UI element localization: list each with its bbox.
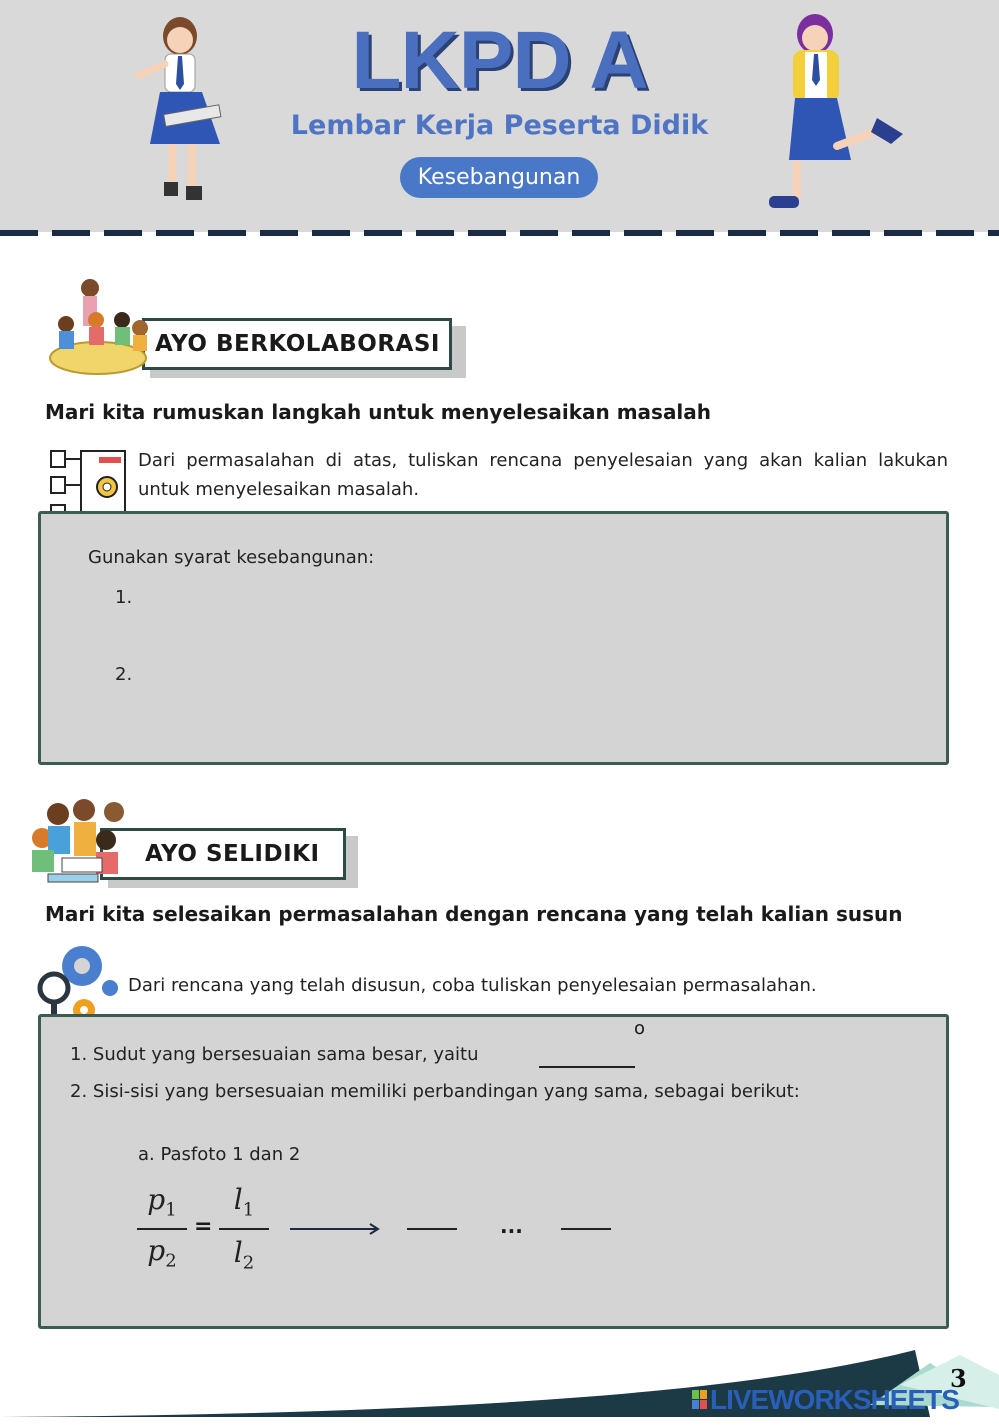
section-badge-collaborate: AYO BERKOLABORASI [142,318,452,370]
fraction-bar [137,1228,187,1230]
fraction-bar [219,1228,269,1230]
box2-line-2: 2. Sisi-sisi yang bersesuaian memiliki perbandingan yang sama, sebagai berikut: [70,1081,800,1102]
equals-sign: = [194,1214,213,1239]
page-title: LKPD A [351,15,648,106]
box2-sub-a: a. Pasfoto 1 dan 2 [138,1144,301,1165]
fraction-p-denominator: $p_2$ [147,1234,177,1272]
ellipsis: ... [500,1214,523,1238]
header-dashed-divider [0,230,999,236]
kids-reading-illustration [28,796,140,888]
fraction-l-numerator: $l_1$ [233,1183,255,1221]
box1-item-2: 2. [115,664,133,685]
page-number: 3 [950,1364,967,1393]
page-subtitle: Lembar Kerja Peserta Didik [290,110,709,141]
ratio-answer-input-2[interactable] [561,1206,611,1230]
angle-answer-input[interactable] [539,1042,635,1068]
section2-instruction: Dari rencana yang telah disusun, coba tuliskan penyelesaian permasalahan. [128,975,817,996]
fraction-l-denominator: $l_2$ [233,1236,255,1274]
right-arrow-icon [288,1222,384,1236]
kids-collaborating-illustration [48,276,158,380]
degree-symbol: o [634,1018,646,1039]
section2-heading: Mari kita selesaikan permasalahan dengan rencana yang telah kalian susun [45,902,903,926]
section1-instruction: Dari permasalahan di atas, tuliskan rencana penyelesaian yang akan kalian lakukan untuk menyelesaikan masalah. [138,450,948,500]
section1-heading: Mari kita rumuskan langkah untuk menyelesaikan masalah [45,400,712,424]
box1-intro: Gunakan syarat kesebangunan: [88,547,375,568]
answer-field-1[interactable] [140,582,900,614]
topic-pill: Kesebangunan [400,157,598,198]
box1-item-1: 1. [115,587,133,608]
answer-field-2[interactable] [140,659,900,691]
section-badge-investigate: AYO SELIDIKI [100,828,346,880]
box2-line-1: 1. Sudut yang bersesuaian sama besar, yaitu [70,1044,479,1065]
ratio-answer-input-1[interactable] [407,1206,457,1230]
fraction-p-numerator: $p_1$ [147,1183,177,1221]
liveworksheets-brand[interactable]: LIVEWORKSHEETS [710,1384,959,1415]
liveworksheets-logo-icon [692,1390,708,1410]
